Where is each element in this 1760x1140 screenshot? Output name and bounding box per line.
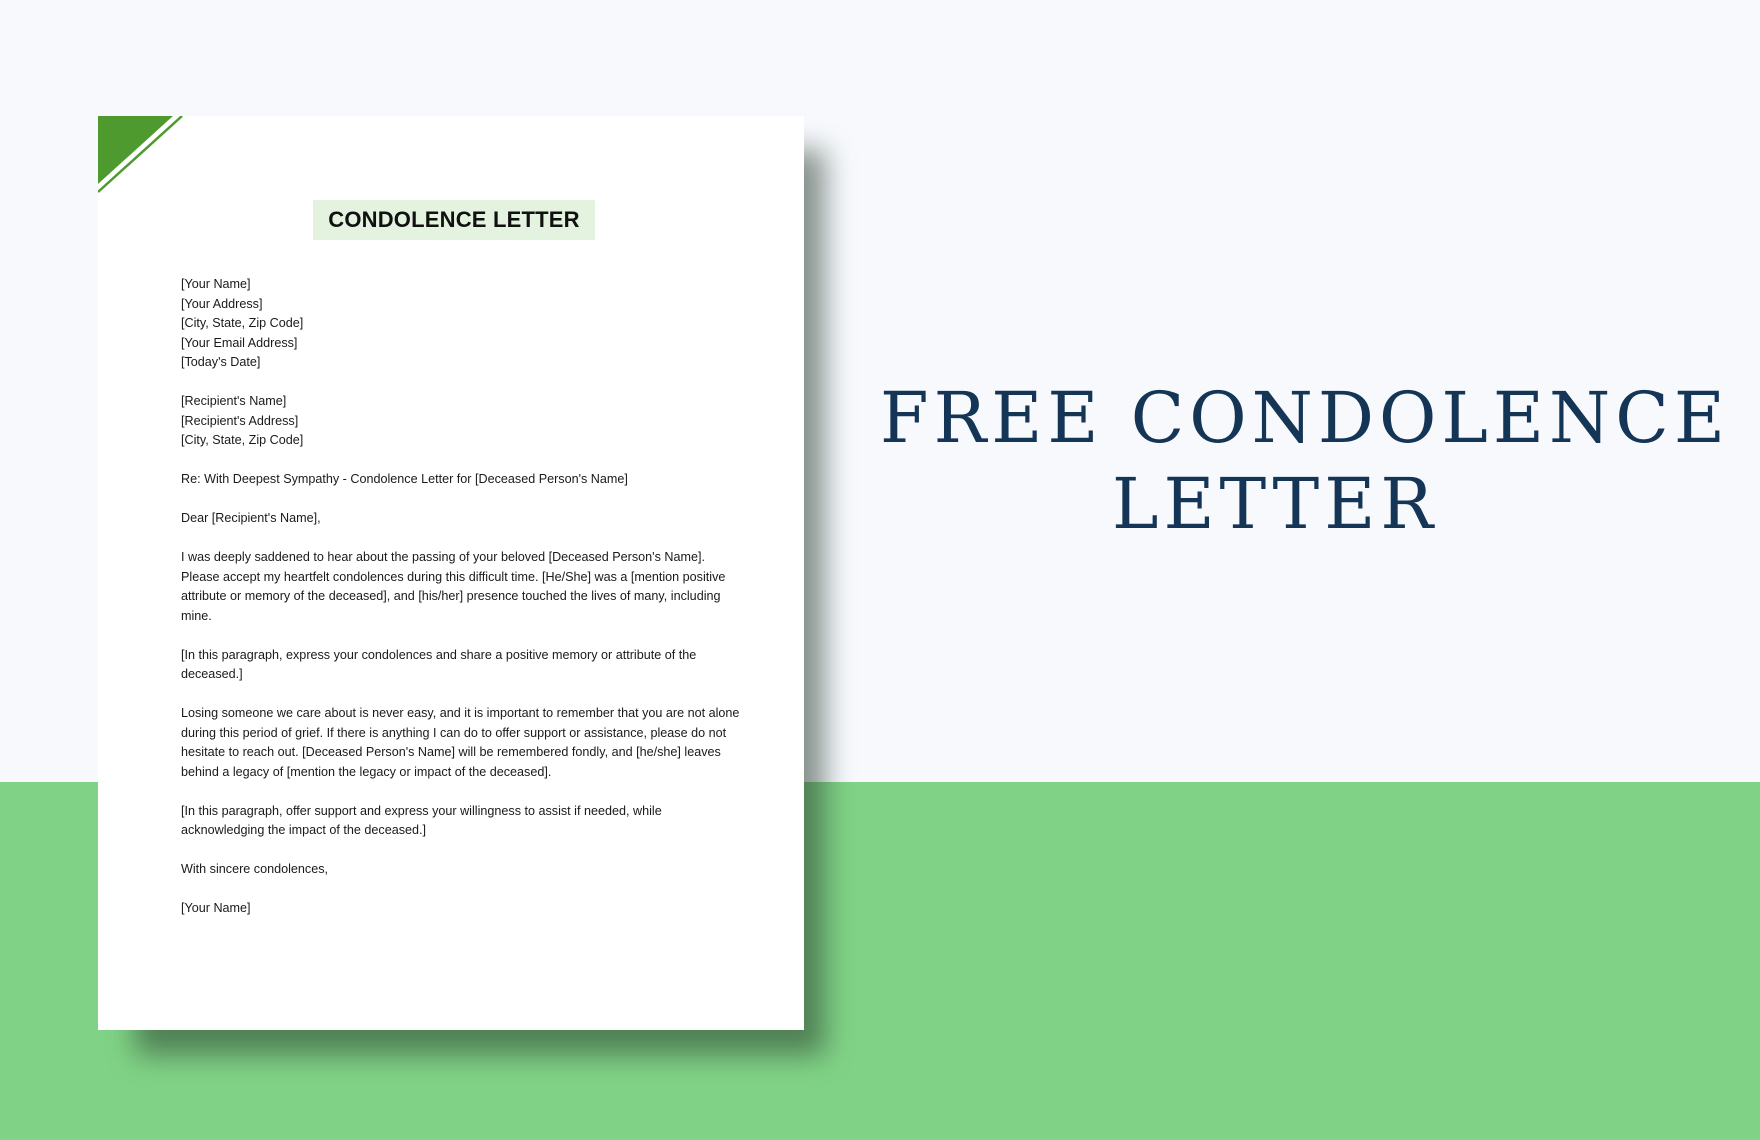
paragraph: Losing someone we care about is never easy, and it is important to remember that you are not alone during this period of grief. If there is anything I can do to offer support or assistance, please do not hesitate to reach out. [Deceased Person's Name] will be remembered fondly, and [he/she] leaves behind a legacy of [mention the legacy or impact of the deceased]. [181, 706, 740, 779]
signature: [Your Name] [181, 901, 251, 915]
document-title: CONDOLENCE LETTER [313, 200, 595, 240]
paragraph: I was deeply saddened to hear about the passing of your beloved [Deceased Person's Name]. Please accept my heartfelt condolences during this difficult time. [He/She] was a [mention positive attribute or memory of the deceased], and [his/her] presence touched the lives of many, including mine. [181, 550, 726, 623]
sender-block [181, 275, 741, 373]
paragraph: [In this paragraph, express your condolences and share a positive memory or attribute of the deceased.] [181, 647, 697, 681]
green-corner-decoration [98, 116, 198, 206]
sender-line: [Your Name] [181, 277, 251, 291]
recipient-line: [Recipient's Address] [181, 413, 299, 428]
sender-line: [Today's Date] [181, 355, 261, 369]
hero-line-1: FREE CONDOLENCE [880, 377, 1730, 459]
salutation: Dear [Recipient's Name], [181, 511, 321, 525]
subject-line: Re: With Deepest Sympathy - Condolence Letter for [Deceased Person's Name] [181, 472, 628, 486]
sender-line: [Your Address] [181, 296, 263, 311]
sender-line: [City, State, Zip Code] [181, 316, 304, 330]
recipient-line: [Recipient's Name] [181, 394, 287, 408]
sender-line: [Your Email Address] [181, 335, 298, 350]
letter-body [181, 275, 741, 938]
hero-line-2: LETTER [1111, 463, 1439, 545]
recipient-block [181, 392, 741, 451]
letter-page-preview [98, 116, 804, 1030]
closing: With sincere condolences, [181, 862, 328, 876]
recipient-line: [City, State, Zip Code] [181, 433, 304, 447]
paragraph: [In this paragraph, offer support and express your willingness to assist if needed, while acknowledging the impact of the deceased.] [181, 803, 662, 837]
hero-heading [880, 375, 1730, 547]
